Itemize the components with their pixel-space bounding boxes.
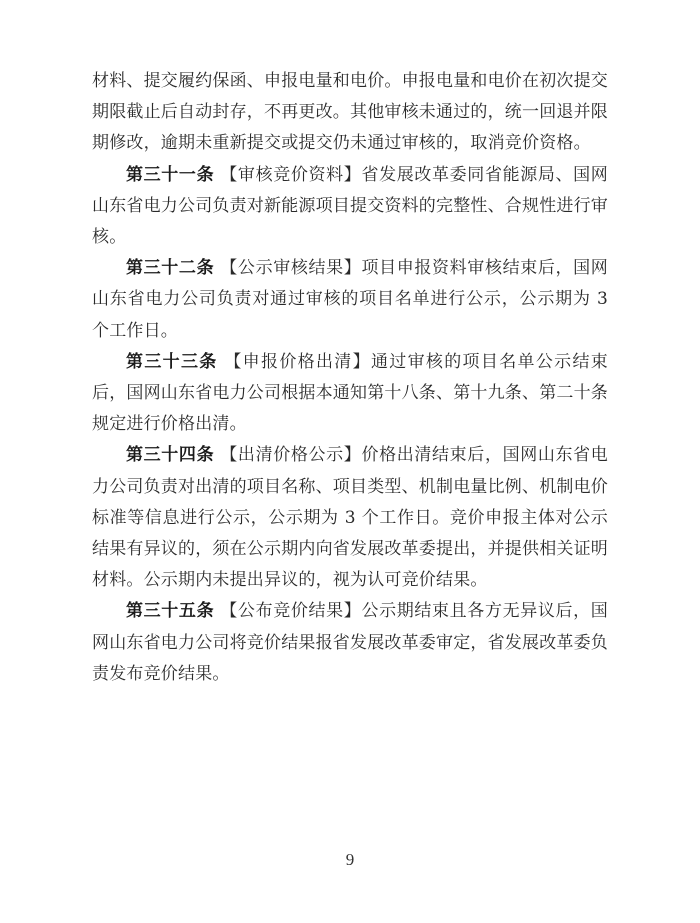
intro-paragraph: 材料、提交履约保函、申报电量和电价。申报电量和电价在初次提交期限截止后自动封存，不再更改。其他审核未通过的，统一回退并限期修改，逾期未重新提交或提交仍未通过审核的，取消竞价资格。 bbox=[92, 71, 608, 154]
article-text: 省发展改革委同省能源局、国网山东省电力公司负责对新能源项目提交资料的完整性、合规性进行审核。 bbox=[92, 164, 608, 248]
article-title: 【公示审核结果】 bbox=[220, 258, 362, 279]
article-text: 项目申报资料审核结束后，国网山东省电力公司负责对通过审核的项目名单进行公示，公示期为 3 个工作日。 bbox=[92, 258, 608, 341]
article-34 bbox=[92, 440, 608, 596]
page-number: 9 bbox=[345, 850, 355, 869]
article-35 bbox=[92, 596, 608, 690]
article-title: 【申报价格出清】 bbox=[224, 351, 371, 372]
article-text: 公示期结束且各方无异议后，国网山东省电力公司将竞价结果报省发展改革委审定，省发展改革委负责发布竞价结果。 bbox=[92, 601, 608, 684]
article-number: 第三十二条 bbox=[126, 258, 215, 279]
article-number: 第三十四条 bbox=[126, 445, 215, 466]
article-33 bbox=[92, 347, 608, 441]
article-32 bbox=[92, 253, 608, 347]
article-31 bbox=[92, 160, 608, 254]
document-body bbox=[92, 66, 608, 690]
article-number: 第三十一条 bbox=[126, 164, 215, 185]
article-text: 通过审核的项目名单公示结束后，国网山东省电力公司根据本通知第十八条、第十九条、第二十条规定进行价格出清。 bbox=[92, 351, 609, 435]
article-title: 【出清价格公示】 bbox=[220, 445, 362, 466]
article-number: 第三十五条 bbox=[126, 601, 215, 622]
article-number: 第三十三条 bbox=[126, 351, 218, 372]
article-title: 【审核竞价资料】 bbox=[220, 164, 362, 185]
article-text: 价格出清结束后，国网山东省电力公司负责对出清的项目名称、项目类型、机制电量比例、机制电价标准等信息进行公示，公示期为 3 个工作日。竞价申报主体对公示结果有异议的，须在公示期内向省发展改革委提出，并提供相关证明材料。公示期内未提出异议的，视为认可竞价结果。 bbox=[92, 445, 608, 591]
article-title: 【公布竞价结果】 bbox=[220, 601, 362, 622]
